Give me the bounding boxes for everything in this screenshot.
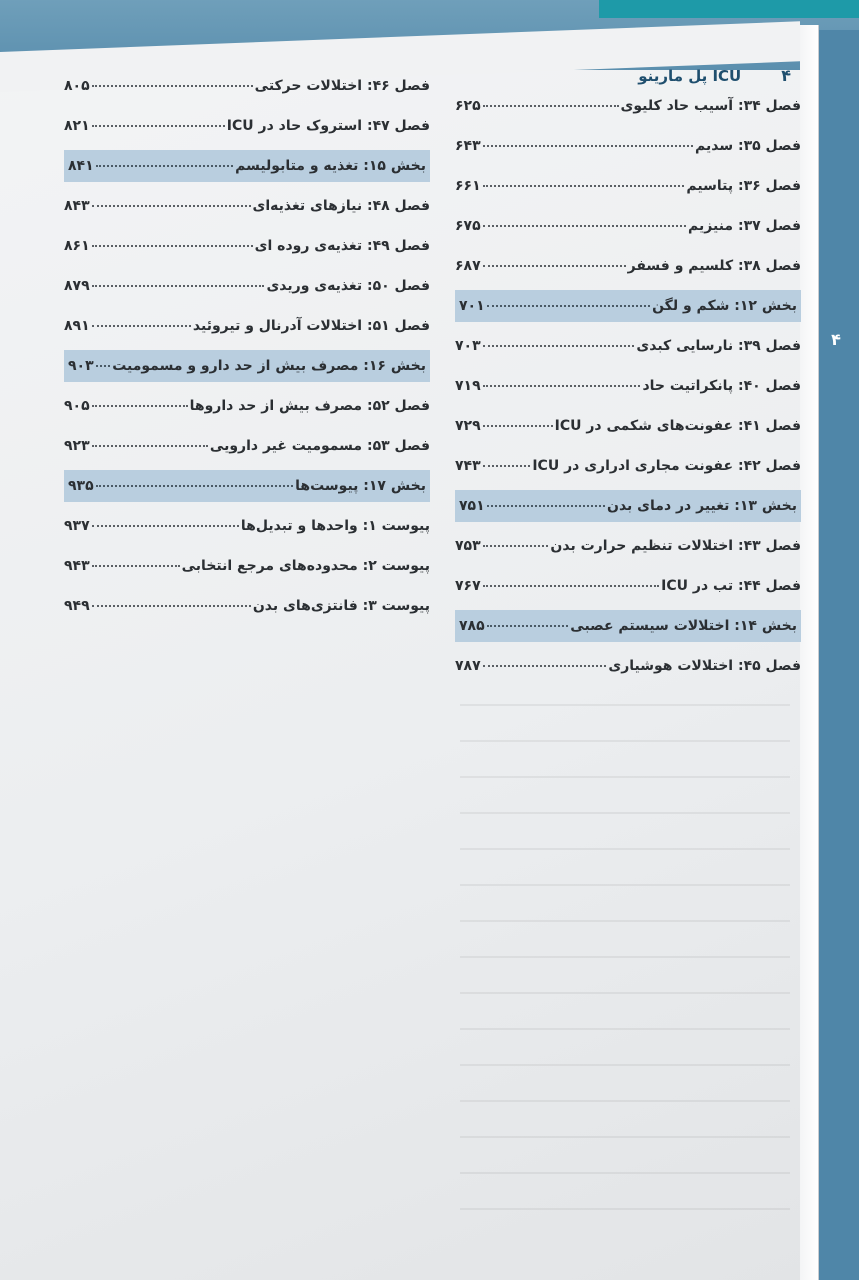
page-number-ref: ۶۲۵ xyxy=(455,98,481,114)
dot-leader xyxy=(487,505,605,507)
page-number-ref: ۸۴۳ xyxy=(64,198,90,214)
page-number-ref: ۹۴۹ xyxy=(64,598,90,614)
section-title: بخش ۱۳: تغییر در دمای بدن xyxy=(607,498,797,514)
dot-leader xyxy=(483,585,660,587)
toc-chapter-row xyxy=(455,366,801,406)
toc-chapter-row xyxy=(64,66,430,106)
toc-chapter-row xyxy=(455,566,801,606)
toc-chapter-row xyxy=(455,526,801,566)
chapter-title: فصل ۳۹: نارسایی کبدی xyxy=(636,338,801,354)
toc-chapter-row xyxy=(455,206,801,246)
toc-chapter-row xyxy=(455,246,801,286)
dot-leader xyxy=(92,525,239,527)
page-number-ref: ۷۵۱ xyxy=(459,498,485,514)
toc-chapter-row xyxy=(64,226,430,266)
toc-chapter-row xyxy=(64,266,430,306)
toc-chapter-row xyxy=(64,586,430,626)
chapter-title: فصل ۴۰: پانکراتیت حاد xyxy=(642,378,801,394)
section-title: بخش ۱۲: شکم و لگن xyxy=(652,298,797,314)
page-number-ref: ۶۶۱ xyxy=(455,178,481,194)
toc-section-row xyxy=(64,470,430,502)
dot-leader xyxy=(96,365,111,367)
dot-leader xyxy=(92,405,188,407)
dot-leader xyxy=(92,325,191,327)
page-number-ref: ۹۳۵ xyxy=(68,478,94,494)
page-number-ref: ۹۴۳ xyxy=(64,558,90,574)
section-title: بخش ۱۶: مصرف بیش از حد دارو و مسمومیت xyxy=(112,358,426,374)
page-number-ref: ۷۴۳ xyxy=(455,458,481,474)
dot-leader xyxy=(483,465,531,467)
page-number-ref: ۷۵۳ xyxy=(455,538,481,554)
bleed-through-text xyxy=(460,670,790,1230)
chapter-title: فصل ۴۹: تغذیه‌ی روده ای xyxy=(254,238,430,254)
dot-leader xyxy=(92,245,253,247)
toc-section-row xyxy=(455,610,801,642)
dot-leader xyxy=(483,145,693,147)
page-number-ref: ۶۸۷ xyxy=(455,258,481,274)
dot-leader xyxy=(483,545,549,547)
toc-chapter-row xyxy=(455,326,801,366)
running-header xyxy=(638,66,791,85)
page-number-ref: ۷۰۱ xyxy=(459,298,485,314)
side-chapter-tab: ۴ xyxy=(831,330,841,349)
dot-leader xyxy=(483,265,626,267)
chapter-title: فصل ۵۰: تغذیه‌ی وریدی xyxy=(266,278,430,294)
chapter-title: فصل ۵۳: مسمومیت غیر دارویی xyxy=(209,438,430,454)
chapter-title: فصل ۳۵: سدیم xyxy=(695,138,801,154)
dot-leader xyxy=(92,125,225,127)
chapter-title: فصل ۴۵: اختلالات هوشیاری xyxy=(608,658,801,674)
toc-chapter-row xyxy=(64,106,430,146)
chapter-title: پیوست ۱: واحدها و تبدیل‌ها xyxy=(240,518,430,534)
corner-accent xyxy=(599,0,859,18)
chapter-title: فصل ۴۶: اختلالات حرکتی xyxy=(254,78,430,94)
page-number-ref: ۸۰۵ xyxy=(64,78,90,94)
page-number-ref: ۶۷۵ xyxy=(455,218,481,234)
dot-leader xyxy=(483,425,553,427)
toc-chapter-row xyxy=(64,546,430,586)
chapter-title: فصل ۴۴: تب در ICU xyxy=(661,578,801,594)
dot-leader xyxy=(92,205,251,207)
dot-leader xyxy=(483,105,619,107)
toc-section-row xyxy=(455,490,801,522)
chapter-title: فصل ۴۷: استروک حاد در ICU xyxy=(226,118,430,134)
page-number-ref: ۹۳۷ xyxy=(64,518,90,534)
dot-leader xyxy=(92,565,180,567)
side-strip xyxy=(819,30,859,1280)
toc-chapter-row xyxy=(455,406,801,446)
chapter-title: پیوست ۲: محدوده‌های مرجع انتخابی xyxy=(181,558,430,574)
dot-leader xyxy=(92,85,253,87)
dot-leader xyxy=(487,625,569,627)
page-number-ref: ۷۸۷ xyxy=(455,658,481,674)
chapter-title: فصل ۴۸: نیازهای تغذیه‌ای xyxy=(252,198,430,214)
toc-chapter-row xyxy=(455,446,801,486)
toc-chapter-row xyxy=(455,646,801,686)
dot-leader xyxy=(483,345,635,347)
toc-section-row xyxy=(455,290,801,322)
page-number-ref: ۶۴۳ xyxy=(455,138,481,154)
chapter-title: فصل ۴۳: اختلالات تنظیم حرارت بدن xyxy=(550,538,801,554)
toc-chapter-row xyxy=(455,86,801,126)
toc-chapter-row xyxy=(64,186,430,226)
chapter-title: فصل ۳۶: پتاسیم xyxy=(686,178,801,194)
page-number-ref: ۸۹۱ xyxy=(64,318,90,334)
chapter-title: پیوست ۳: فانتزی‌های بدن xyxy=(252,598,430,614)
page-number-ref: ۷۸۵ xyxy=(459,618,485,634)
page-number: ۴ xyxy=(781,66,791,85)
toc-chapter-row xyxy=(455,166,801,206)
page-number-ref: ۸۷۹ xyxy=(64,278,90,294)
toc-section-row xyxy=(64,350,430,382)
chapter-title: فصل ۴۲: عفونت مجاری ادراری در ICU xyxy=(532,458,801,474)
chapter-title: فصل ۳۷: منیزیم xyxy=(688,218,801,234)
section-title: بخش ۱۷: پیوست‌ها xyxy=(295,478,426,494)
page-edge xyxy=(800,25,819,1280)
toc-section-row xyxy=(64,150,430,182)
dot-leader xyxy=(96,485,293,487)
toc-column-left xyxy=(64,66,430,626)
chapter-title: فصل ۳۴: آسیب حاد کلیوی xyxy=(620,98,801,114)
toc-chapter-row xyxy=(64,306,430,346)
page-number-ref: ۷۲۹ xyxy=(455,418,481,434)
page-number-ref: ۷۶۷ xyxy=(455,578,481,594)
toc-chapter-row xyxy=(455,126,801,166)
dot-leader xyxy=(483,665,607,667)
page-number-ref: ۸۴۱ xyxy=(68,158,94,174)
dot-leader xyxy=(92,285,265,287)
chapter-title: فصل ۴۱: عفونت‌های شکمی در ICU xyxy=(554,418,801,434)
toc-chapter-row xyxy=(64,386,430,426)
chapter-title: فصل ۳۸: کلسیم و فسفر xyxy=(627,258,801,274)
toc-chapter-row xyxy=(64,426,430,466)
page-number-ref: ۹۰۵ xyxy=(64,398,90,414)
page-number-ref: ۸۲۱ xyxy=(64,118,90,134)
chapter-title: فصل ۵۲: مصرف بیش از حد داروها xyxy=(189,398,430,414)
dot-leader xyxy=(483,185,685,187)
section-title: بخش ۱۵: تغذیه و متابولیسم xyxy=(235,158,426,174)
dot-leader xyxy=(487,305,650,307)
page-number-ref: ۷۱۹ xyxy=(455,378,481,394)
dot-leader xyxy=(96,165,233,167)
book-title: ICU پل مارینو xyxy=(638,66,742,85)
section-title: بخش ۱۴: اختلالات سیستم عصبی xyxy=(570,618,797,634)
page-number-ref: ۸۶۱ xyxy=(64,238,90,254)
toc-column-right xyxy=(455,86,801,686)
page-number-ref: ۷۰۳ xyxy=(455,338,481,354)
toc-chapter-row xyxy=(64,506,430,546)
chapter-title: فصل ۵۱: اختلالات آدرنال و تیروئید xyxy=(192,318,430,334)
dot-leader xyxy=(92,445,208,447)
dot-leader xyxy=(483,225,686,227)
dot-leader xyxy=(483,385,641,387)
dot-leader xyxy=(92,605,251,607)
page-number-ref: ۹۲۳ xyxy=(64,438,90,454)
page-number-ref: ۹۰۳ xyxy=(68,358,94,374)
